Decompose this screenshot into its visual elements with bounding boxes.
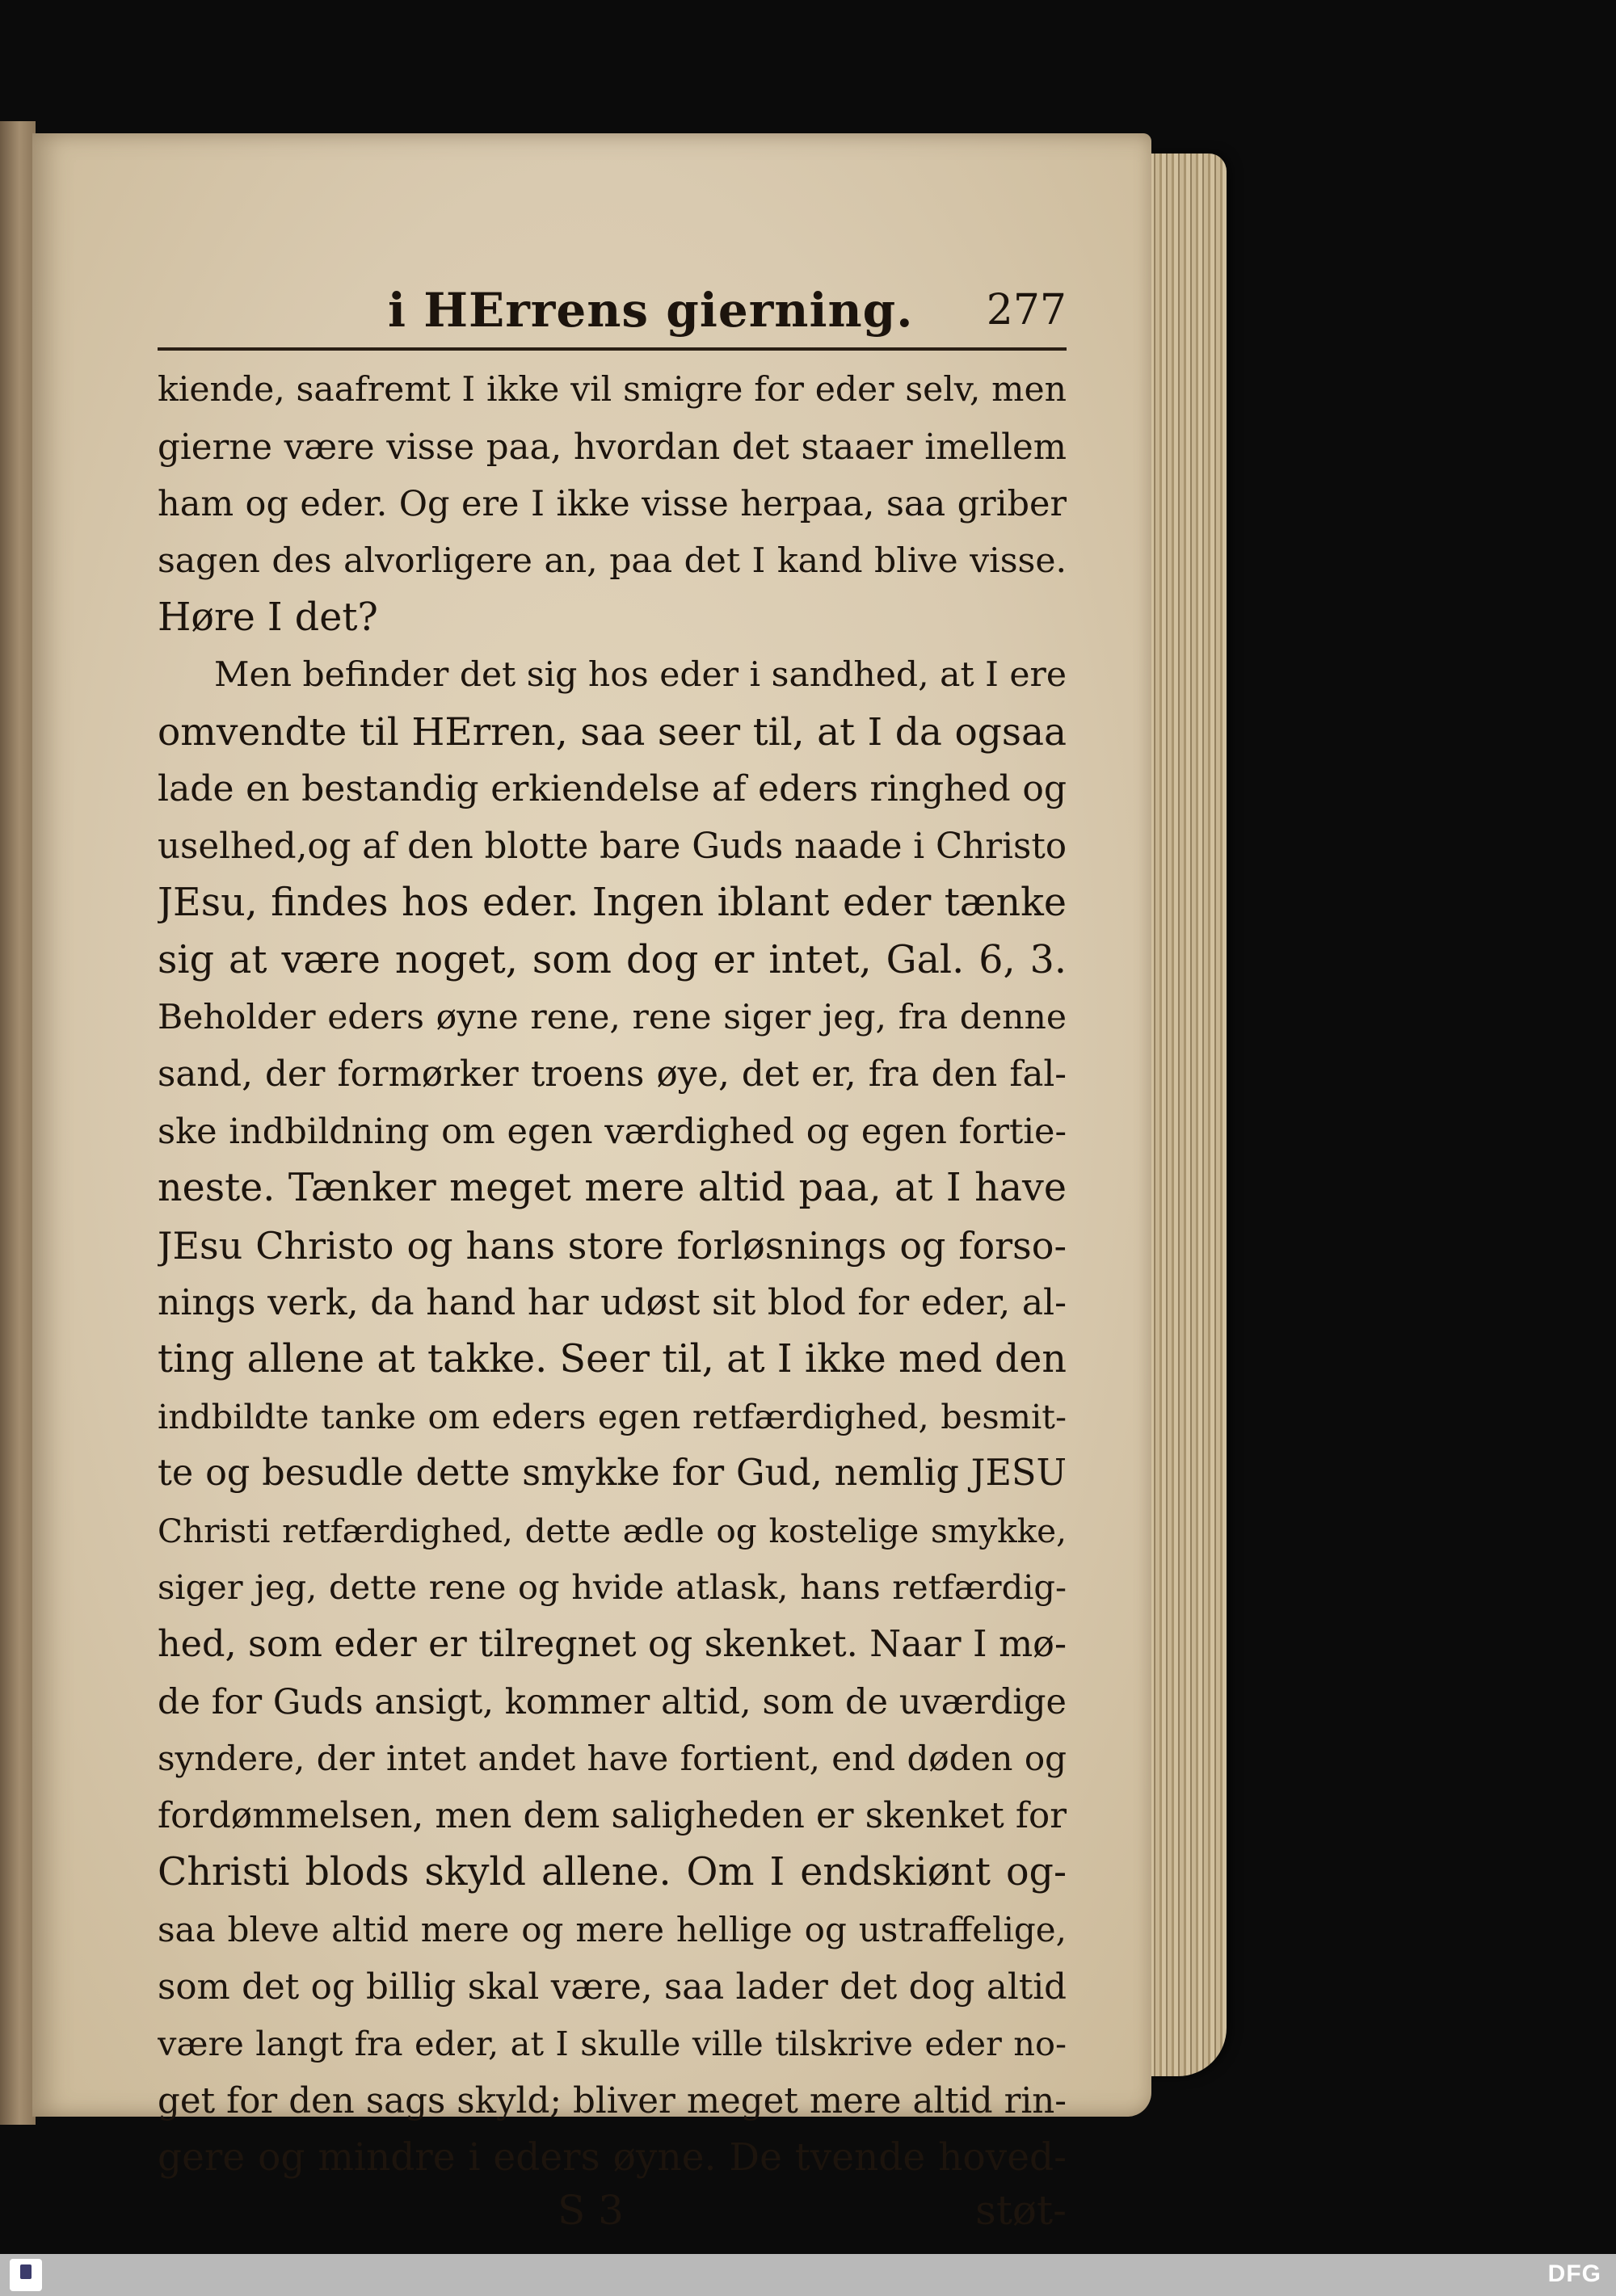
signature-mark: S 3 <box>558 2187 624 2234</box>
text-line: omvendte til HErren, saa seer til, at I da ogsaa <box>158 709 1067 755</box>
page-content <box>158 283 1067 2243</box>
page-number: 277 <box>986 286 1067 334</box>
text-line: siger jeg, dette rene og hvide atlask, hans retfærdig- <box>158 1567 1067 1608</box>
text-line: gere og mindre i eders øyne. De tvende hoved- <box>158 2135 1067 2180</box>
page-footer <box>158 2187 1067 2243</box>
text-line: Men befinder det sig hos eder i sandhed, at I ere <box>214 654 1067 695</box>
text-line: ske indbildning om egen værdighed og egen fortie- <box>158 1111 1067 1152</box>
text-line: gierne være visse paa, hvordan det staaer imellem <box>158 427 1067 468</box>
body-text <box>158 362 1067 2187</box>
text-line: te og besudle dette smykke for Gud, nemlig JESU <box>158 1453 1067 1495</box>
dfg-logo: DFG <box>1547 2260 1601 2287</box>
text-line: Christi retfærdighed, dette ædle og kostelige smykke, <box>158 1511 1067 1550</box>
text-line: fordømmelsen, men dem saligheden er skenket for <box>158 1795 1067 1836</box>
text-line: saa bleve altid mere og mere hellige og ustraffelige, <box>158 1910 1067 1950</box>
text-line: som det og billig skal være, saa lader det dog altid <box>158 1966 1067 2008</box>
text-line: indbildte tanke om eders egen retfærdighed, besmit- <box>158 1396 1067 1436</box>
text-line: get for den sags skyld; bliver meget mere altid rin- <box>158 2080 1067 2121</box>
text-line: JEsu Christo og hans store forløsnings og forso- <box>158 1223 1067 1268</box>
text-line: kiende, saafremt I ikke vil smigre for eder selv, men <box>158 370 1067 410</box>
text-line: hed, som eder er tilregnet og skenket. Naar I mø- <box>158 1624 1067 1666</box>
text-line: JEsu, findes hos eder. Ingen iblant eder tænke <box>158 881 1067 926</box>
library-logo-icon <box>10 2259 42 2291</box>
text-line: de for Guds ansigt, kommer altid, som de uværdige <box>158 1681 1067 1722</box>
facing-page-edge <box>0 121 36 2125</box>
text-line: lade en bestandig erkiendelse af eders ringhed og <box>158 768 1067 810</box>
running-title: i HErrens gierning. <box>388 283 914 338</box>
text-line: Christi blods skyld allene. Om I endskiønt og- <box>158 1850 1067 1895</box>
text-line: ting allene at takke. Seer til, at I ikke med den <box>158 1337 1067 1382</box>
text-line: Høre I det? <box>158 595 378 641</box>
text-line: nings verk, da hand har udøst sit blod for eder, al- <box>158 1281 1067 1323</box>
text-line: syndere, der intet andet have fortient, end døden og <box>158 1739 1067 1779</box>
text-line: neste. Tænker meget mere altid paa, at I have <box>158 1166 1067 1211</box>
text-line: sand, der formørker troens øye, det er, fra den fal- <box>158 1054 1067 1095</box>
text-line: uselhed,og af den blotte bare Guds naade i Christo <box>158 826 1067 867</box>
text-line: sig at være noget, som dog er intet, Gal. 6, 3. <box>158 937 1067 982</box>
text-line: være langt fra eder, at I skulle ville tilskrive eder no- <box>158 2024 1067 2064</box>
text-line: sagen des alvorligere an, paa det I kand blive visse. <box>158 540 1067 581</box>
catchword: støt- <box>975 2187 1067 2234</box>
book-page <box>32 133 1151 2234</box>
running-head <box>158 283 1067 351</box>
viewer-bottom-bar <box>0 2254 1616 2296</box>
text-line: ham og eder. Og ere I ikke visse herpaa, saa griber <box>158 484 1067 525</box>
text-line: Beholder eders øyne rene, rene siger jeg, fra denne <box>158 997 1067 1037</box>
